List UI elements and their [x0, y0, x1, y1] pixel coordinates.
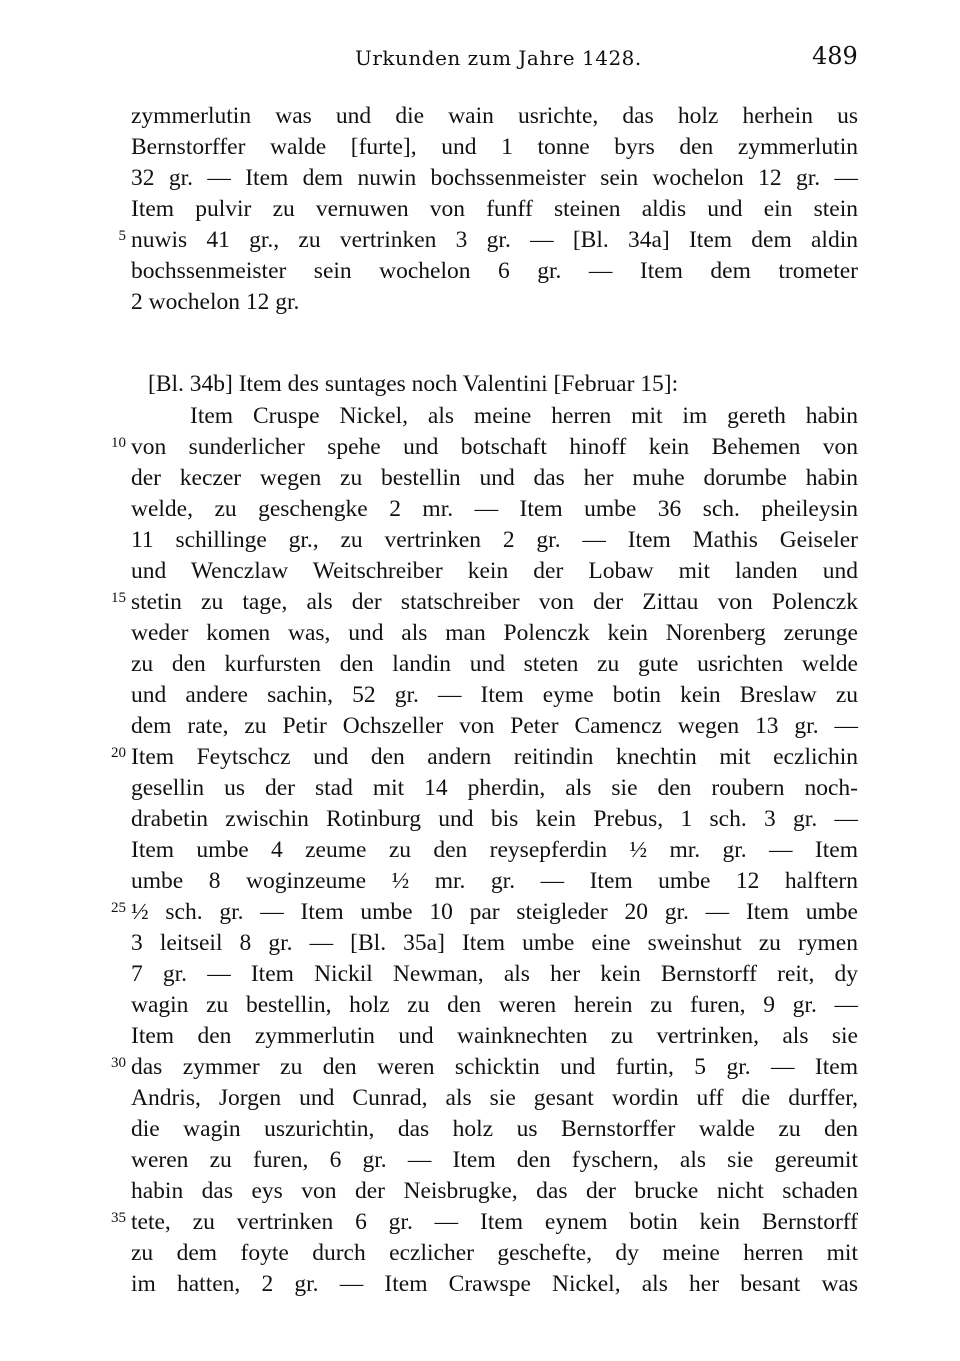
line-number: 30 — [111, 1055, 126, 1071]
text-line: Item Cruspe Nickel, als meine herren mit im gereth habin — [190, 403, 858, 429]
text-line: gesellin us der stad mit 14 pherdin, als sie den roubern noch- — [131, 775, 858, 801]
line-number: 35 — [111, 1210, 126, 1226]
text-line: 2 wochelon 12 gr. — [131, 289, 300, 315]
text-line: 7 gr. — Item Nickil Newman, als her kein Bernstorff reit, dy — [131, 961, 858, 987]
text-line: drabetin zwischin Rotinburg und bis kein Prebus, 1 sch. 3 gr. — — [131, 806, 858, 832]
text-line: zu den kurfursten den landin und steten zu gute usrichten welde — [131, 651, 858, 677]
text-line: nuwis 41 gr., zu vertrinken 3 gr. — [Bl. 34a] Item dem aldin — [131, 227, 858, 253]
text-line: und andere sachin, 52 gr. — Item eyme botin kein Breslaw zu — [131, 682, 858, 708]
text-line: ½ sch. gr. — Item umbe 10 par steigleder 20 gr. — Item umbe — [131, 899, 858, 925]
text-line: im hatten, 2 gr. — Item Crawspe Nickel, als her besant was — [131, 1271, 858, 1297]
text-line: und Wenczlaw Weitschreiber kein der Lobaw mit landen und — [131, 558, 858, 584]
text-line: welde, zu geschengke 2 mr. — Item umbe 36 sch. pheileysin — [131, 496, 858, 522]
text-line: Item pulvir zu vernuwen von funff steinen aldis und ein stein — [131, 196, 858, 222]
text-line: Item Feytschcz und den andern reitindin knechtin mit eczlichin — [131, 744, 858, 770]
text-line: habin das eys von der Neisbrugke, das der brucke nicht schaden — [131, 1178, 858, 1204]
text-line: wagin zu bestellin, holz zu den weren herein zu furen, 9 gr. — — [131, 992, 858, 1018]
text-line: zu dem foyte durch eczlicher geschefte, dy meine herren mit — [131, 1240, 858, 1266]
line-number: 5 — [118, 228, 126, 244]
text-line: bochssenmeister sein wochelon 6 gr. — Item dem trometer — [131, 258, 858, 284]
text-line: [Bl. 34b] Item des suntages noch Valentini [Februar 15]: — [148, 371, 679, 397]
running-head: Urkunden zum Jahre 1428. — [355, 46, 642, 70]
text-line: dem rate, zu Petir Ochszeller von Peter Camencz wegen 13 gr. — — [131, 713, 858, 739]
text-line: 32 gr. — Item dem nuwin bochssenmeister sein wochelon 12 gr. — — [131, 165, 858, 191]
text-line: 3 leitseil 8 gr. — [Bl. 35a] Item umbe eine sweinshut zu rymen — [131, 930, 858, 956]
text-line: weder komen was, und als man Polenczk kein Norenberg zerunge — [131, 620, 858, 646]
text-line: stetin zu tage, als der statschreiber von der Zittau von Polenczk — [131, 589, 858, 615]
text-line: das zymmer zu den weren schicktin und furtin, 5 gr. — Item — [131, 1054, 858, 1080]
page-header — [0, 40, 960, 80]
line-number: 25 — [111, 900, 126, 916]
text-line: zymmerlutin was und die wain usrichte, das holz herhein us — [131, 103, 858, 129]
text-line: umbe 8 woginzeume ½ mr. gr. — Item umbe 12 halftern — [131, 868, 858, 894]
text-line: Item umbe 4 zeume zu den reysepferdin ½ mr. gr. — Item — [131, 837, 858, 863]
text-line: Bernstorffer walde [furte], und 1 tonne byrs den zymmerlutin — [131, 134, 858, 160]
text-line: Item den zymmerlutin und wainknechten zu vertrinken, als sie — [131, 1023, 858, 1049]
page-number: 489 — [812, 42, 858, 70]
text-line: 11 schillinge gr., zu vertrinken 2 gr. — Item Mathis Geiseler — [131, 527, 858, 553]
line-number: 15 — [111, 590, 126, 606]
line-number: 20 — [111, 745, 126, 761]
text-line: der keczer wegen zu bestellin und das her muhe dorumbe habin — [131, 465, 858, 491]
text-line: weren zu furen, 6 gr. — Item den fyschern, als sie gereumit — [131, 1147, 858, 1173]
text-line: von sunderlicher spehe und botschaft hinoff kein Behemen von — [131, 434, 858, 460]
text-line: Andris, Jorgen und Cunrad, als sie gesant wordin uff die durffer, — [131, 1085, 858, 1111]
text-line: die wagin uszurichtin, das holz us Bernstorffer walde zu den — [131, 1116, 858, 1142]
text-line: tete, zu vertrinken 6 gr. — Item eynem botin kein Bernstorff — [131, 1209, 858, 1235]
line-number: 10 — [111, 435, 126, 451]
